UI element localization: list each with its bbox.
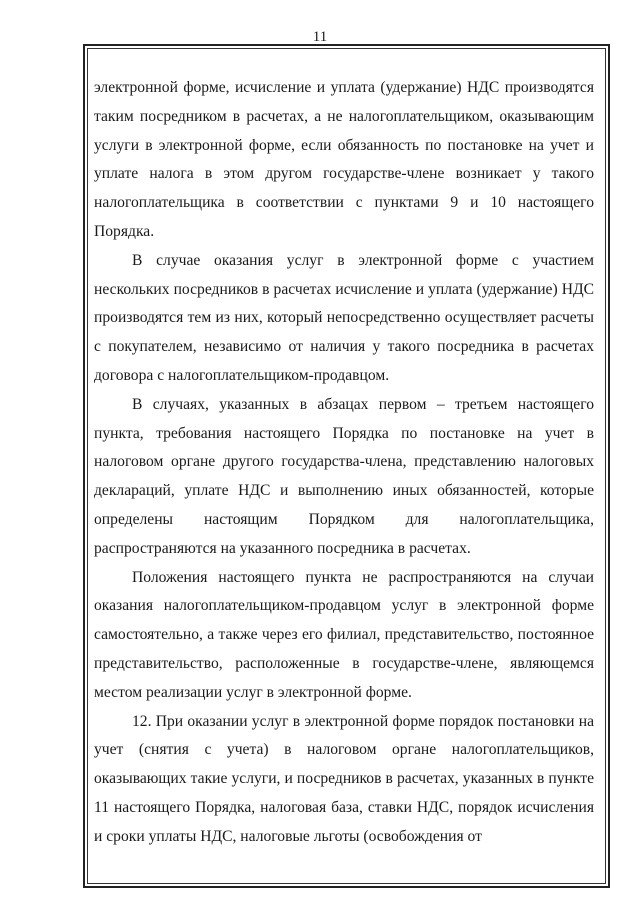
page-number: 11: [312, 29, 328, 45]
paragraph-exceptions: Положения настоящего пункта не распространяются на случаи оказания налогоплательщиком-продавцом услуг в электронной форме самостоятельно, а также через его филиал, представительство, постоянное представительство, расположенные в государстве-члене, являющемся местом реализации услуг в электронной форме.: [94, 568, 594, 701]
paragraph-multiple-intermediaries: В случае оказания услуг в электронной форме с участием нескольких посредников в расчетах исчисление и уплата (удержание) НДС производятся тем из них, который непосредственно осуществляет расчеты с покупателем, независимо от наличия у такого посредника в расчетах договора с налогоплательщиком-продавцом.: [94, 251, 594, 384]
paragraph-continuation: электронной форме, исчисление и уплата (удержание) НДС производятся таким посредником в расчетах, а не налогоплательщиком, оказывающим услуги в электронной форме, если обязанность по постановке на учет и уплате налога в этом другом государстве-члене возникает у такого налогоплательщика в соответствии с пунктами 9 и 10 настоящего Порядка.: [94, 79, 594, 240]
document-body: [94, 74, 594, 852]
paragraph-clause-12: 12. При оказании услуг в электронной форме порядок постановки на учет (снятия с учета) в налоговом органе налогоплательщиков, оказывающих такие услуги, и посредников в расчетах, указанных в пункте 11 настоящего Порядка, налоговая база, ставки НДС, порядок исчисления и сроки уплаты НДС, налоговые льготы (освобождения от: [94, 712, 594, 845]
paragraph-requirements-apply: В случаях, указанных в абзацах первом – третьем настоящего пункта, требования настоящего Порядка по постановке на учет в налоговом органе другого государства-члена, представлению налоговых деклараций, уплате НДС и выполнению иных обязанностей, которые определены настоящим Порядком для налогоплательщика, распространяются на указанного посредника в расчетах.: [94, 395, 594, 557]
